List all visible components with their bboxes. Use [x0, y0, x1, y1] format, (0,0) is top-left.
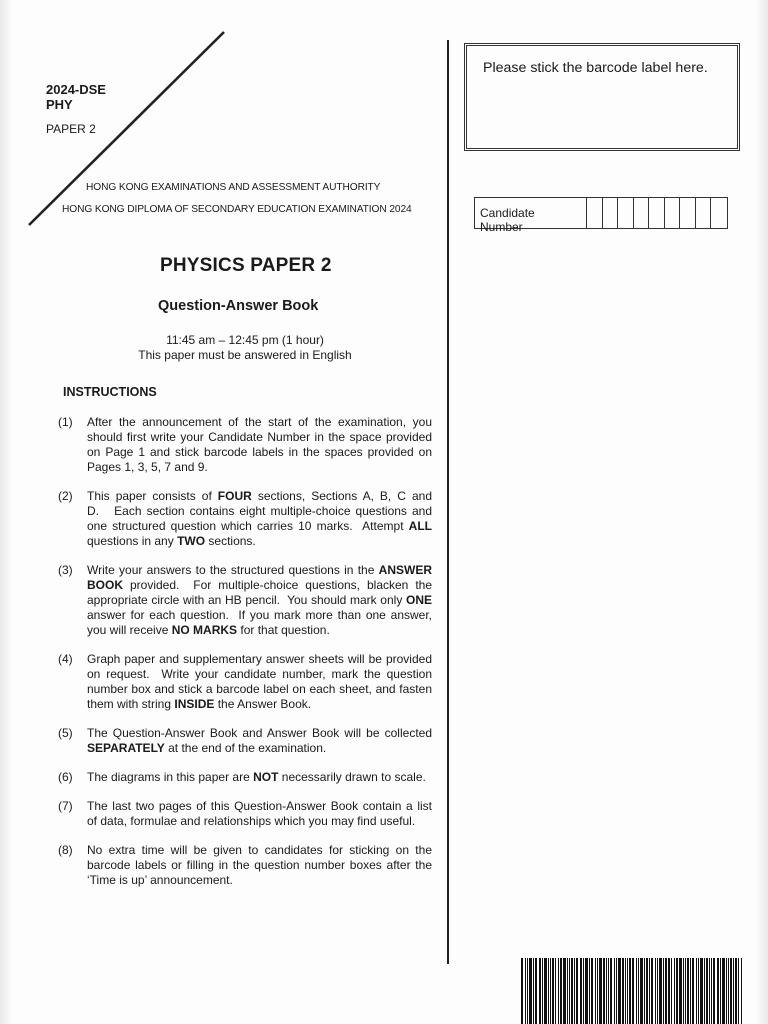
barcode-bar	[606, 958, 607, 1024]
instruction-number: (5)	[58, 726, 73, 740]
barcode-bar	[544, 958, 547, 1024]
barcode-bar	[597, 958, 598, 1024]
barcode-bar	[713, 958, 715, 1024]
barcode-bar	[711, 958, 712, 1024]
barcode-bar	[583, 958, 584, 1024]
instruction-text: The diagrams in this paper are NOT necessarily drawn to scale.	[87, 770, 426, 784]
barcode-bar	[535, 958, 537, 1024]
barcode-bar	[618, 958, 621, 1024]
candidate-number-cell[interactable]	[680, 198, 696, 228]
barcode-bar	[525, 958, 526, 1024]
barcode-bar	[539, 958, 541, 1024]
barcode-bar	[591, 958, 593, 1024]
barcode-bar	[589, 958, 590, 1024]
candidate-number-cell[interactable]	[634, 198, 650, 228]
instruction-text: The Question-Answer Book and Answer Book will be collected SEPARATELY at the end of the examination.	[87, 726, 432, 755]
barcode-bar	[548, 958, 549, 1024]
instruction-item	[58, 652, 432, 712]
instruction-text: Graph paper and supplementary answer sheets will be provided on request. Write your candidate number, mark the question number box and stick a barcode label on each sheet, and fasten them with string INSIDE the Answer Book.	[87, 652, 432, 711]
instruction-item	[58, 563, 432, 638]
candidate-number-cell[interactable]	[587, 198, 603, 228]
barcode-bar	[720, 958, 721, 1024]
barcode-bar	[668, 958, 670, 1024]
barcode-bar	[529, 958, 532, 1024]
barcode-bar	[728, 958, 729, 1024]
exam-time: 11:45 am – 12:45 pm (1 hour)	[166, 333, 324, 347]
barcode-bar	[685, 958, 686, 1024]
page-edge-right	[756, 0, 768, 1024]
barcode-bar	[576, 958, 578, 1024]
candidate-number-label: Candidate Number	[475, 198, 587, 228]
barcode-bar	[608, 958, 609, 1024]
barcode-bar	[616, 958, 617, 1024]
barcode-bar	[651, 958, 653, 1024]
barcode-bar	[627, 958, 628, 1024]
subject-abbrev: PHY	[46, 97, 73, 112]
barcode-bar	[632, 958, 634, 1024]
instruction-item	[58, 726, 432, 756]
barcode-bar	[735, 958, 737, 1024]
barcode-bar	[542, 958, 543, 1024]
barcode-bar	[704, 958, 705, 1024]
barcode-bar	[603, 958, 605, 1024]
instruction-text: After the announcement of the start of the examination, you should first write your Candidate Number in the space provided on Page 1 and stick barcode labels in the spaces provided on Pages 1, 3, 5, 7 and 9.	[87, 415, 432, 474]
barcode-bar	[696, 958, 697, 1024]
instruction-number: (1)	[58, 415, 73, 429]
barcode-bar	[657, 958, 658, 1024]
language-note: This paper must be answered in English	[138, 348, 352, 362]
paper-label: PAPER 2	[46, 122, 96, 136]
page-title: PHYSICS PAPER 2	[160, 255, 332, 276]
instruction-number: (8)	[58, 843, 73, 857]
barcode-bar	[674, 958, 675, 1024]
barcode-bar	[580, 958, 582, 1024]
candidate-number-box	[474, 197, 728, 234]
barcode-bar	[726, 958, 727, 1024]
barcode-bar	[700, 958, 703, 1024]
barcode-bar	[571, 958, 573, 1024]
book-subtitle: Question-Answer Book	[158, 298, 319, 314]
barcode-bar	[555, 958, 556, 1024]
barcode-bar	[550, 958, 551, 1024]
instructions-list	[58, 415, 432, 902]
barcode-bar	[730, 958, 732, 1024]
instruction-number: (3)	[58, 563, 73, 577]
candidate-number-cell[interactable]	[649, 198, 665, 228]
barcode-bar	[692, 958, 694, 1024]
barcode-bar	[558, 958, 559, 1024]
barcode-bar	[649, 958, 650, 1024]
barcode-bar	[636, 958, 637, 1024]
barcode-bar	[533, 958, 534, 1024]
barcode-bar	[717, 958, 719, 1024]
instruction-item	[58, 843, 432, 888]
barcode-bar	[671, 958, 672, 1024]
instruction-text: The last two pages of this Question-Answer Book contain a list of data, formulae and relationships which you may find useful.	[87, 799, 432, 828]
barcode-bar	[563, 958, 566, 1024]
barcode-bar	[638, 958, 639, 1024]
instruction-item	[58, 770, 432, 785]
barcode-image	[521, 958, 743, 1024]
barcode-bar	[585, 958, 588, 1024]
instruction-item	[58, 799, 432, 829]
barcode-bar	[738, 958, 739, 1024]
barcode-bar	[659, 958, 662, 1024]
barcode-bar	[722, 958, 725, 1024]
instruction-text: This paper consists of FOUR sections, Sections A, B, C and D. Each section contains eight multiple-choice questions and one structured question which carries 10 marks. Attempt ALL questions in any TWO sections.	[87, 489, 432, 548]
barcode-bar	[690, 958, 691, 1024]
barcode-bar	[610, 958, 612, 1024]
barcode-bar	[665, 958, 667, 1024]
barcode-bar	[709, 958, 710, 1024]
instructions-heading: INSTRUCTIONS	[63, 385, 157, 399]
candidate-number-cell[interactable]	[665, 198, 681, 228]
barcode-bar	[698, 958, 699, 1024]
instruction-item	[58, 489, 432, 549]
barcode-bar	[663, 958, 664, 1024]
barcode-bar	[622, 958, 624, 1024]
barcode-bar	[644, 958, 645, 1024]
barcode-bar	[640, 958, 643, 1024]
exam-name: HONG KONG DIPLOMA OF SECONDARY EDUCATION EXAMINATION 2024	[62, 204, 412, 215]
barcode-bar	[683, 958, 684, 1024]
barcode-bar	[687, 958, 689, 1024]
instruction-number: (4)	[58, 652, 73, 666]
barcode-bar	[560, 958, 562, 1024]
barcode-bar	[733, 958, 734, 1024]
candidate-number-cell[interactable]	[696, 198, 712, 228]
barcode-bar	[574, 958, 575, 1024]
barcode-bar	[646, 958, 648, 1024]
barcode-bar	[676, 958, 678, 1024]
instruction-text: No extra time will be given to candidates for sticking on the barcode labels or filling in the question number boxes after the ‘Time is up’ announcement.	[87, 843, 432, 887]
instruction-number: (2)	[58, 489, 73, 503]
barcode-bar	[527, 958, 528, 1024]
authority-name: HONG KONG EXAMINATIONS AND ASSESSMENT AUTHORITY	[86, 182, 381, 193]
barcode-bar	[552, 958, 554, 1024]
barcode-bar	[625, 958, 626, 1024]
barcode-bar	[521, 958, 523, 1024]
barcode-bar	[595, 958, 596, 1024]
barcode-bar	[629, 958, 631, 1024]
candidate-number-cell[interactable]	[603, 198, 619, 228]
candidate-number-cell[interactable]	[711, 198, 727, 228]
barcode-bar	[569, 958, 570, 1024]
barcode-bar	[741, 958, 742, 1024]
barcode-bar	[614, 958, 615, 1024]
barcode-bar	[599, 958, 602, 1024]
barcode-bar	[655, 958, 656, 1024]
barcode-bar	[567, 958, 568, 1024]
barcode-label-box	[464, 43, 740, 151]
candidate-number-cell[interactable]	[618, 198, 634, 228]
subject-code: 2024-DSE	[46, 82, 106, 97]
instruction-item	[58, 415, 432, 475]
column-divider	[447, 40, 449, 964]
barcode-label-instruction: Please stick the barcode label here.	[483, 60, 708, 76]
barcode-bar	[706, 958, 708, 1024]
instruction-number: (7)	[58, 799, 73, 813]
barcode-bar	[679, 958, 682, 1024]
instruction-text: Write your answers to the structured questions in the ANSWER BOOK provided. For multiple-choice questions, blacken the appropriate circle with an HB pencil. You should mark only ONE answer for each question. If you mark more than one answer, you will receive NO MARKS for that question.	[87, 563, 432, 637]
instruction-number: (6)	[58, 770, 73, 784]
